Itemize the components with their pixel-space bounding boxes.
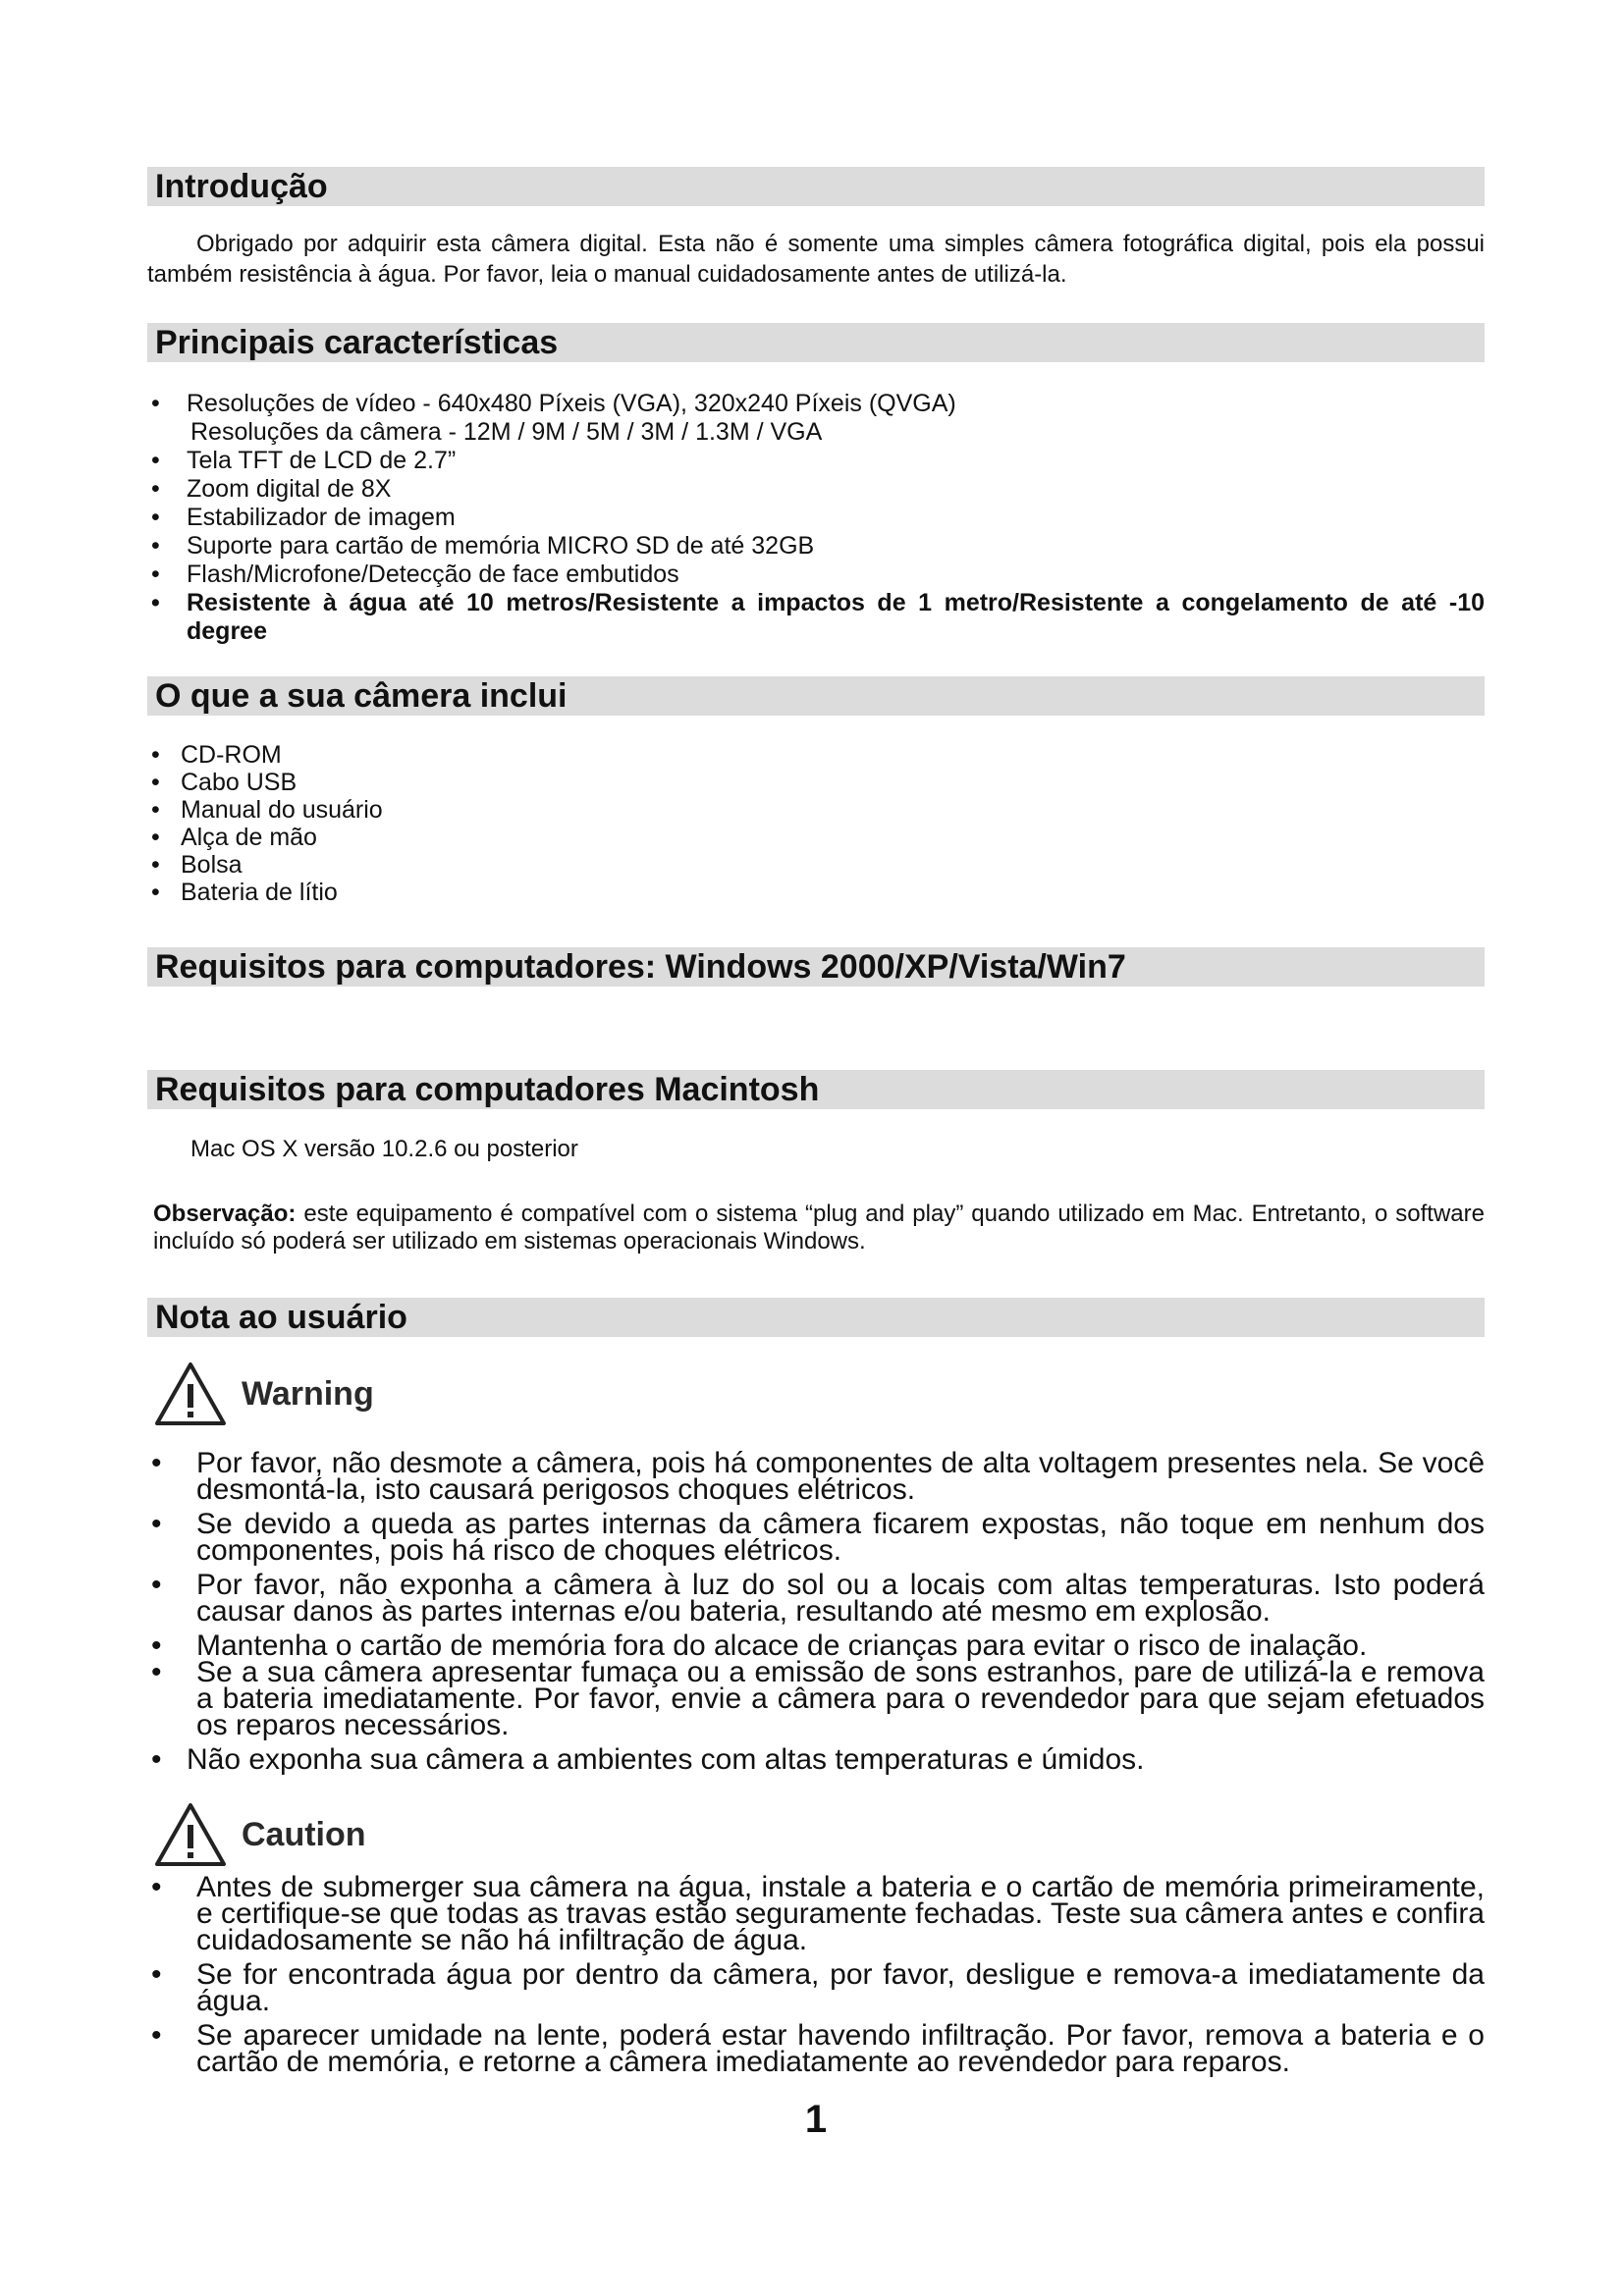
caution-list (147, 1871, 1485, 2078)
caution-label: Caution (242, 1815, 366, 1853)
list-item: • Resistente à água até 10 metros/Resistente a impactos de 1 metro/Resistente a congelamento de até -10 degree (147, 589, 1485, 646)
list-item: • Estabilizador de imagem (147, 504, 1485, 532)
intro-paragraph: Obrigado por adquirir esta câmera digital. Esta não é somente uma simples câmera fotográfica digital, pois ela possui também resistência à água. Por favor, leia o manual cuidadosamente antes de utilizá-la. (147, 231, 1485, 288)
list-item: • Se aparecer umidade na lente, poderá estar havendo infiltração. Por favor, remova a bateria e o cartão de memória, e retorne a câmera imediatamente ao revendedor para reparos. (147, 2022, 1485, 2075)
caution-header (153, 1801, 366, 1868)
includes-list (147, 741, 736, 906)
list-item: • Bateria de lítio (147, 879, 736, 906)
section-heading-mac: Requisitos para computadores Macintosh (147, 1070, 1485, 1109)
list-item: • Se devido a queda as partes internas da câmera ficarem expostas, não toque em nenhum dos componentes, pois há risco de choques elétricos. (147, 1511, 1485, 1564)
list-item: Resoluções da câmera - 12M / 9M / 5M / 3M / 1.3M / VGA (190, 418, 823, 446)
list-item: • Por favor, não exponha a câmera à luz do sol ou a locais com altas temperaturas. Isto poderá causar danos às partes internas e/ou bateria, resultando até mesmo em explosão. (147, 1572, 1485, 1625)
list-item: • Cabo USB (147, 769, 736, 796)
list-item: • CD-ROM (147, 741, 736, 769)
list-item: • Suporte para cartão de memória MICRO SD de até 32GB (147, 532, 1485, 561)
list-item: • Flash/Microfone/Detecção de face embutidos (147, 561, 1485, 589)
section-heading-nota: Nota ao usuário (147, 1298, 1485, 1337)
list-item: • Resoluções de vídeo - 640x480 Píxeis (VGA), 320x240 Píxeis (QVGA) (147, 390, 1485, 418)
warning-header (153, 1361, 374, 1427)
list-item: • Se for encontrada água por dentro da câmera, por favor, desligue e remova-a imediatamente da água. (147, 1961, 1485, 2014)
list-item: • Se a sua câmera apresentar fumaça ou a emissão de sons estranhos, pare de utilizá-la e remova a bateria imediatamente. Por favor, envie a câmera para o revendedor para que sejam efetuados os reparos necessários. (147, 1659, 1485, 1738)
mac-version: Mac OS X versão 10.2.6 ou posterior (190, 1136, 578, 1162)
list-item: • Tela TFT de LCD de 2.7” (147, 447, 1485, 475)
page-number: 1 (804, 2098, 828, 2141)
section-heading-windows: Requisitos para computadores: Windows 2000/XP/Vista/Win7 (147, 947, 1485, 987)
warning-triangle-icon (153, 1361, 228, 1427)
warning-label: Warning (242, 1374, 374, 1413)
section-heading-introducao: Introdução (147, 167, 1485, 206)
features-list (147, 390, 1485, 646)
caution-triangle-icon (153, 1801, 228, 1868)
section-heading-caracteristicas: Principais características (147, 323, 1485, 362)
list-item: • Por favor, não desmote a câmera, pois há componentes de alta voltagem presentes nela. Se você desmontá-la, isto causará perigosos choques elétricos. (147, 1450, 1485, 1503)
list-item: • Bolsa (147, 851, 736, 879)
section-heading-inclui: O que a sua câmera inclui (147, 676, 1485, 716)
list-item: • Antes de submerger sua câmera na água, instale a bateria e o cartão de memória primeiramente, e certifique-se que todas as travas estão seguramente fechadas. Teste sua câmera antes e confira cuidadosamente se não há infiltração de água. (147, 1874, 1485, 1953)
list-item: • Não exponha sua câmera a ambientes com altas temperaturas e úmidos. (147, 1746, 1485, 1773)
list-item: • Mantenha o cartão de memória fora do alcace de crianças para evitar o risco de inalação. (147, 1632, 1485, 1659)
list-item: • Alça de mão (147, 824, 736, 851)
note-text: este equipamento é compatível com o sistema “plug and play” quando utilizado em Mac. Entretanto, o software incluído só poderá ser utilizado em sistemas operacionais Windows. (153, 1201, 1485, 1255)
note-label: Observação: (153, 1201, 297, 1227)
list-item: • Zoom digital de 8X (147, 475, 1485, 504)
warning-list (147, 1447, 1485, 1776)
list-item: • Manual do usuário (147, 796, 736, 824)
mac-note (153, 1201, 1485, 1255)
